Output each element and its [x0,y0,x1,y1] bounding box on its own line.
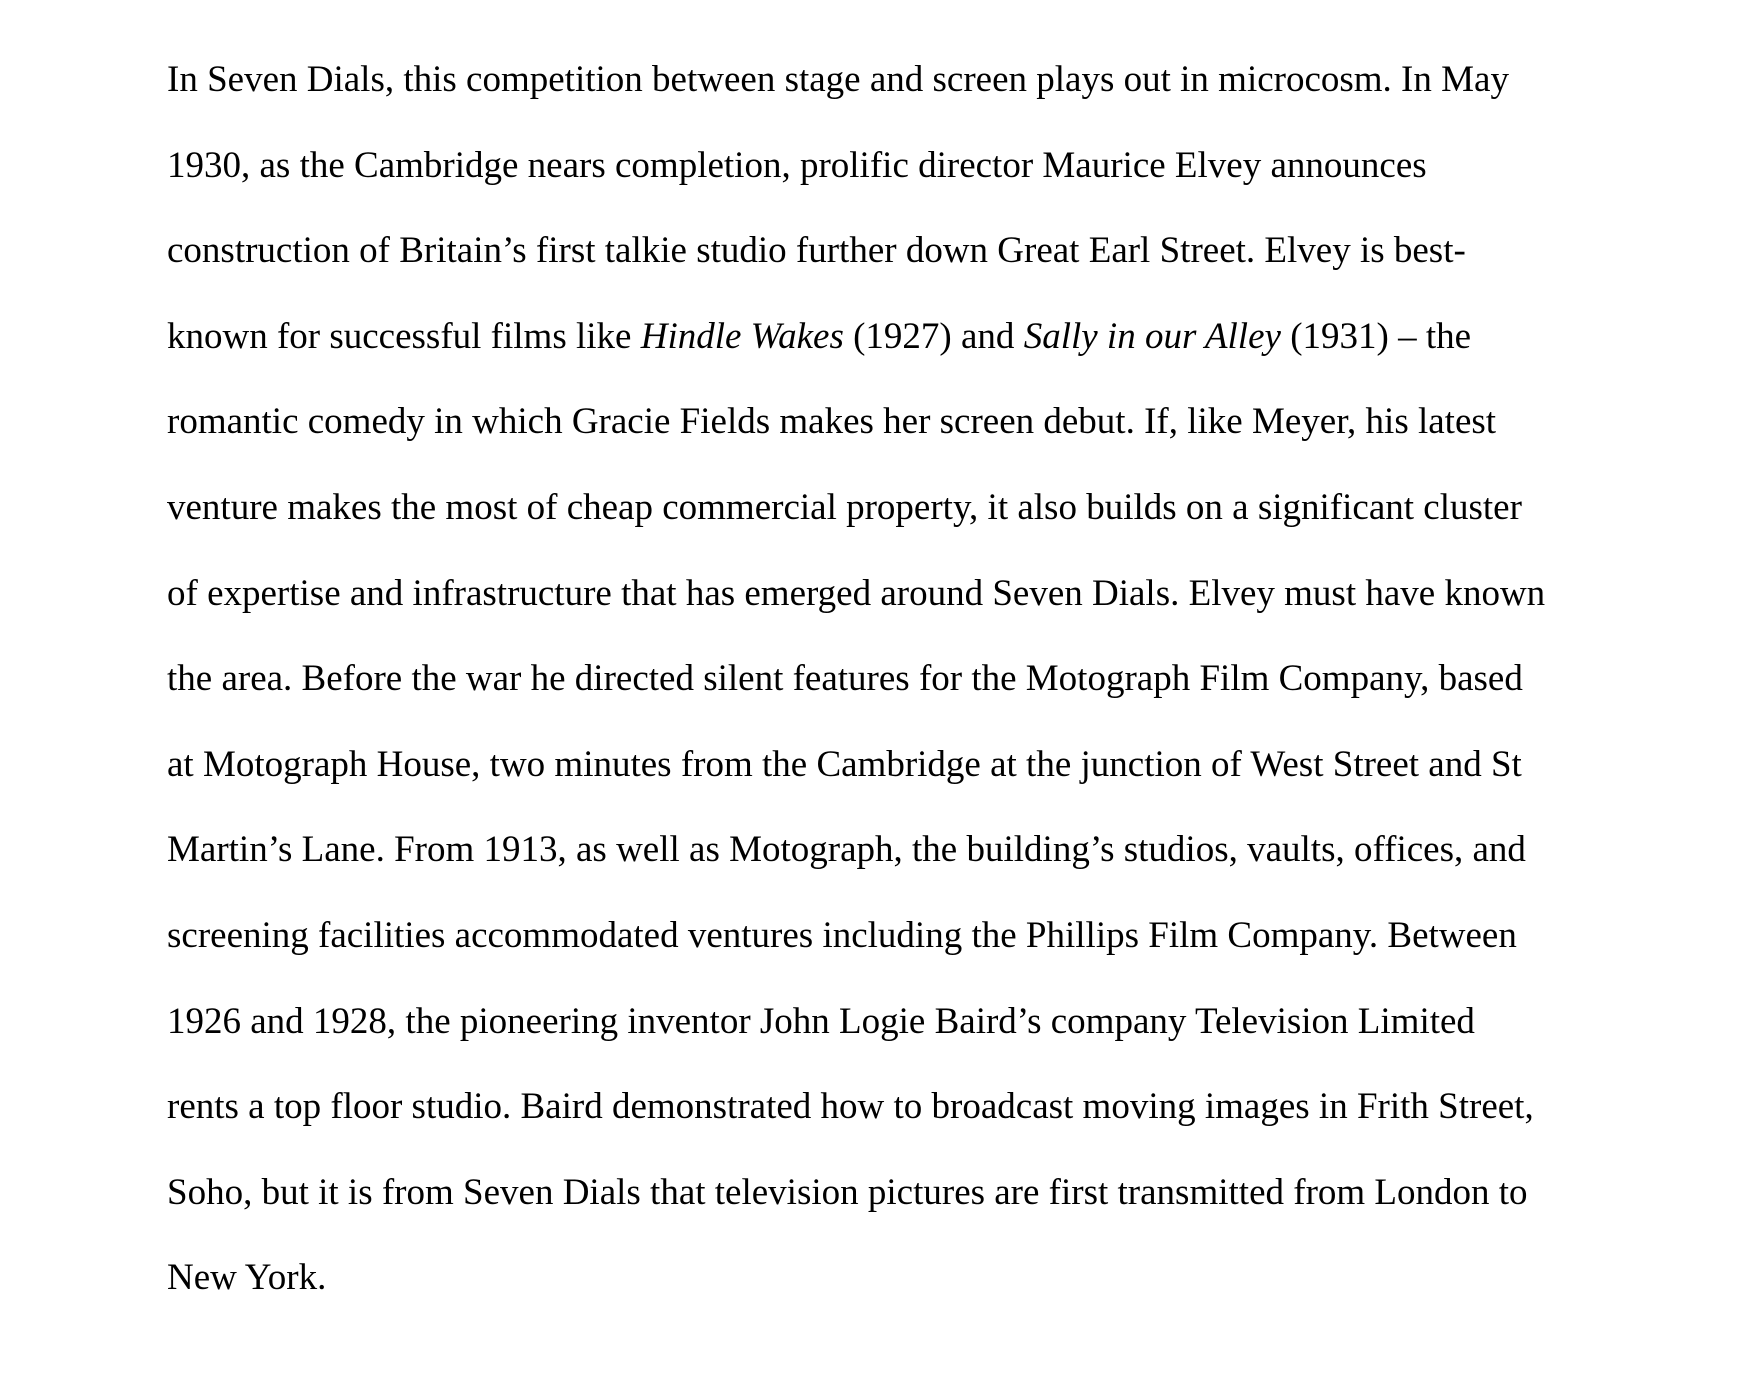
text-segment: (1931) – the [1280,315,1472,357]
text-segment: known for successful films like [167,315,641,357]
text-segment: rents a top floor studio. Baird demonstrated how to broadcast moving images in Frith Street, [167,1086,1534,1128]
text-line [167,208,1727,294]
text-segment: In Seven Dials, this competition between stage and screen plays out in microcosm. In May [167,59,1509,100]
text-line [167,807,1727,893]
text-line [167,893,1727,979]
text-line [167,1235,1727,1321]
text-line [167,465,1727,551]
text-line [167,722,1727,808]
text-segment: 1930, as the Cambridge nears completion, prolific director Maurice Elvey announces [167,144,1427,186]
text-segment: venture makes the most of cheap commercial property, it also builds on a significant cluster [167,486,1522,528]
text-segment: the area. Before the war he directed silent features for the Motograph Film Company, based [167,658,1523,700]
text-line [167,979,1727,1065]
text-line [167,379,1727,465]
film-title-italic: Hindle Wakes [640,315,844,357]
text-line [167,1064,1727,1150]
text-segment: screening facilities accommodated ventures including the Phillips Film Company. Between [167,914,1517,956]
text-line [167,636,1727,722]
text-segment: construction of Britain’s first talkie studio further down Great Earl Street. Elvey is best- [167,230,1466,272]
text-segment: (1927) and [843,315,1024,357]
text-line [167,123,1727,209]
text-segment: Martin’s Lane. From 1913, as well as Motograph, the building’s studios, vaults, offices, and [167,829,1526,871]
text-line [167,37,1727,123]
text-segment: 1926 and 1928, the pioneering inventor John Logie Baird’s company Television Limited [167,1000,1475,1042]
paragraph [167,37,1727,1321]
text-line [167,1150,1727,1236]
text-segment: of expertise and infrastructure that has emerged around Seven Dials. Elvey must have known [167,572,1546,614]
text-segment: romantic comedy in which Gracie Fields makes her screen debut. If, like Meyer, his latest [167,401,1497,443]
text-segment: at Motograph House, two minutes from the Cambridge at the junction of West Street and St [167,743,1522,785]
text-segment: Soho, but it is from Seven Dials that television pictures are first transmitted from London to [167,1171,1528,1213]
text-segment: New York. [167,1257,327,1299]
text-line [167,294,1727,380]
film-title-italic: Sally in our Alley [1023,315,1281,357]
text-line [167,551,1727,637]
